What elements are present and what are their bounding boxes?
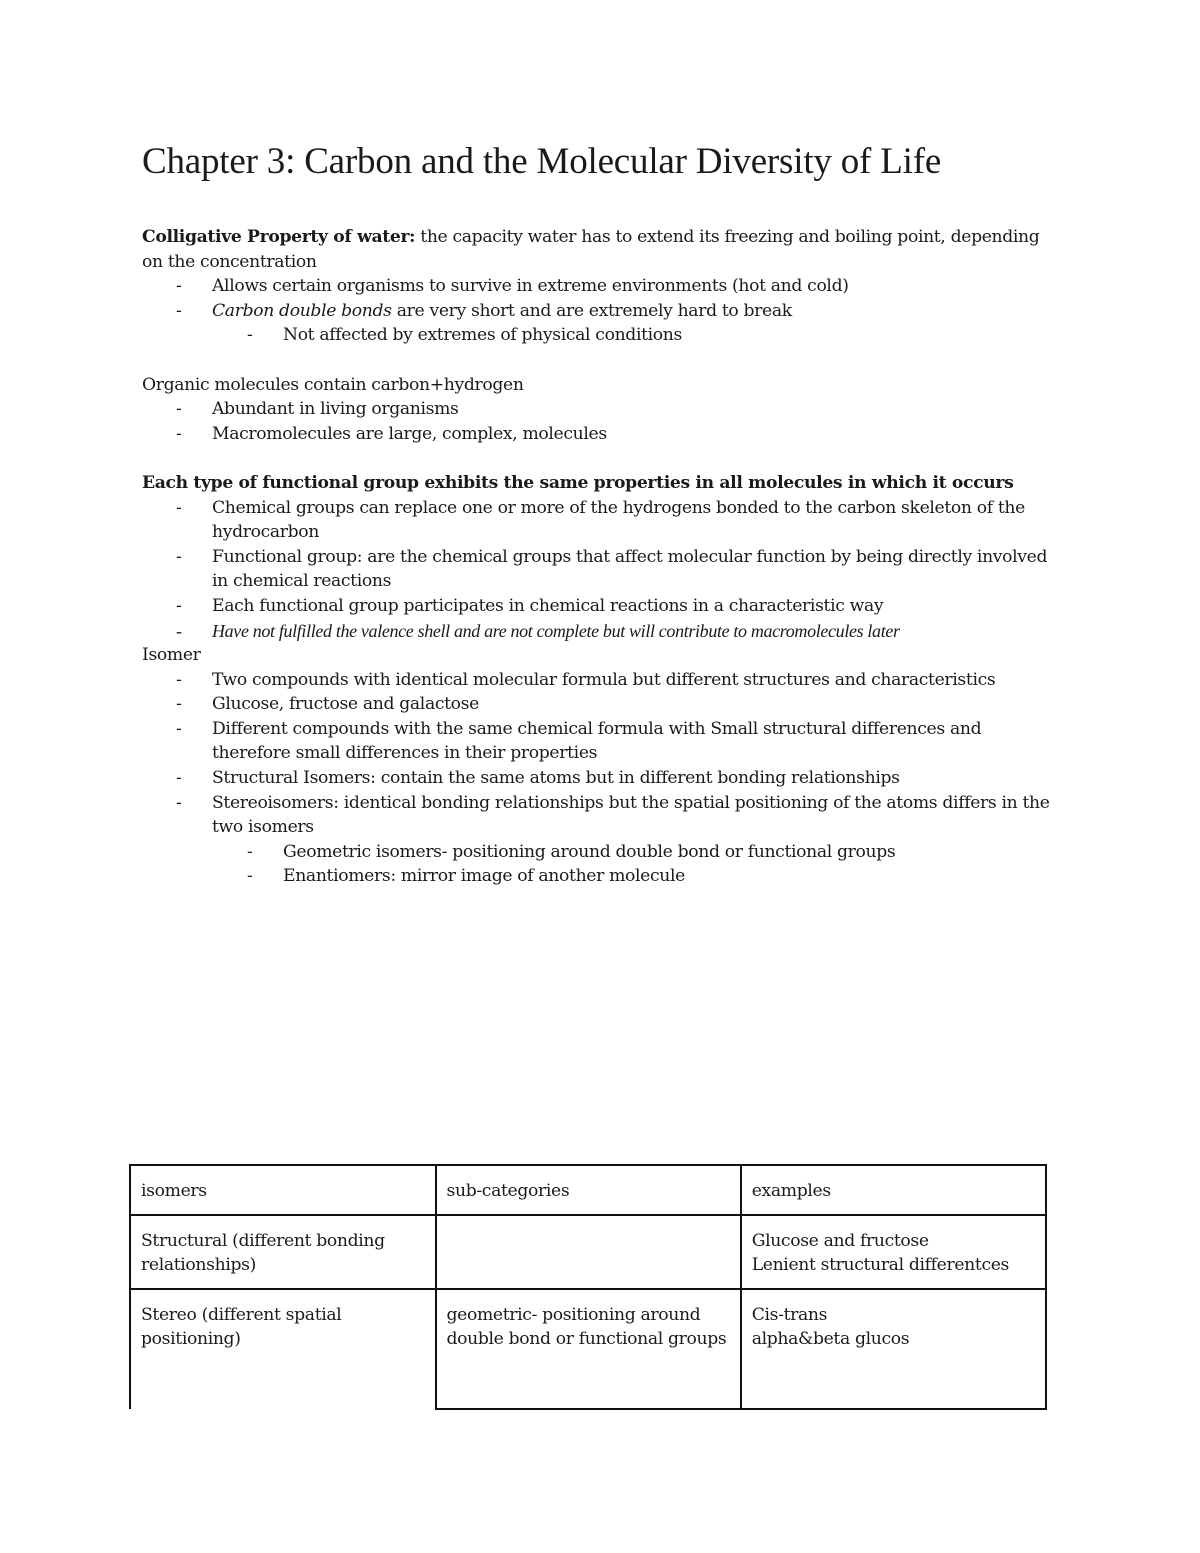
- list-item: - Macromolecules are large, complex, molecules: [212, 422, 1062, 447]
- table-row: [130, 1215, 1046, 1289]
- carbon-double-bonds-term: Carbon double bonds: [212, 300, 392, 321]
- list-item: - Abundant in living organisms: [212, 397, 1062, 422]
- list-item: - Not affected by extremes of physical conditions: [283, 323, 1062, 348]
- list-item: [212, 299, 1062, 348]
- list-item: - Enantiomers: mirror image of another molecule: [283, 864, 1062, 889]
- table-header-cell: sub-categories: [436, 1165, 741, 1215]
- table-cell: geometric- positioning around double bond or functional groups: [436, 1289, 741, 1409]
- table-row: [130, 1289, 1046, 1409]
- notes-body: [142, 225, 1062, 889]
- table-cell: Stereo (different spatial positioning): [130, 1289, 436, 1409]
- list-item: - Functional group: are the chemical groups that affect molecular function by being directly involved in chemical reactions: [212, 545, 1062, 594]
- isomer-heading: Isomer: [142, 645, 201, 666]
- list-item: - Each functional group participates in chemical reactions in a characteristic way: [212, 594, 1062, 619]
- list-item: - Chemical groups can replace one or more of the hydrogens bonded to the carbon skeleton of the hydrocarbon: [212, 496, 1062, 545]
- colligative-definition: the capacity water has to extend its freezing and boiling point, depending on the concentration: [142, 227, 1040, 272]
- isomers-table: [129, 1164, 1047, 1410]
- list-item: - Different compounds with the same chemical formula with Small structural differences and therefore small differences in their properties: [212, 717, 1062, 766]
- colligative-sublist: [212, 323, 1062, 348]
- table-header-cell: examples: [741, 1165, 1046, 1215]
- list-item: [212, 791, 1062, 889]
- colligative-list: [142, 274, 1062, 348]
- stereoisomers-text: Stereoisomers: identical bonding relationships but the spatial positioning of the atoms differs in the two isomers: [212, 792, 1050, 838]
- isomer-sublist: [212, 840, 1062, 889]
- page-title: Chapter 3: Carbon and the Molecular Diversity of Life: [142, 141, 942, 182]
- colligative-term: Colligative Property of water:: [142, 227, 416, 247]
- functional-group-heading-text: Each type of functional group exhibits the same properties in all molecules in which it occurs: [142, 472, 1014, 493]
- list-item: - Two compounds with identical molecular formula but different structures and characteristics: [212, 668, 1062, 693]
- list-item: - Structural Isomers: contain the same atoms but in different bonding relationships: [212, 766, 1062, 791]
- organic-list: [142, 397, 1062, 446]
- table-header-row: [130, 1165, 1046, 1215]
- organic-molecules-heading: Organic molecules contain carbon+hydrogen: [142, 374, 524, 395]
- list-item: - Geometric isomers- positioning around double bond or functional groups: [283, 840, 1062, 865]
- table-cell: [436, 1215, 741, 1289]
- functional-group-list: [142, 496, 1062, 644]
- isomer-list: [142, 668, 1062, 889]
- table-cell: Cis-trans alpha&beta glucos: [741, 1289, 1046, 1409]
- table-cell: Glucose and fructose Lenient structural differentces: [741, 1215, 1046, 1289]
- colligative-paragraph: [142, 225, 1062, 274]
- list-item: - Have not fulfilled the valence shell and are not complete but will contribute to macromolecules later: [212, 619, 1062, 644]
- table-header-cell: isomers: [130, 1165, 436, 1215]
- list-item: - Allows certain organisms to survive in extreme environments (hot and cold): [212, 274, 1062, 299]
- carbon-bond-text: are very short and are extremely hard to break: [391, 300, 792, 321]
- table-cell: Structural (different bonding relationships): [130, 1215, 436, 1289]
- list-item: - Glucose, fructose and galactose: [212, 692, 1062, 717]
- functional-group-heading: [142, 471, 1062, 496]
